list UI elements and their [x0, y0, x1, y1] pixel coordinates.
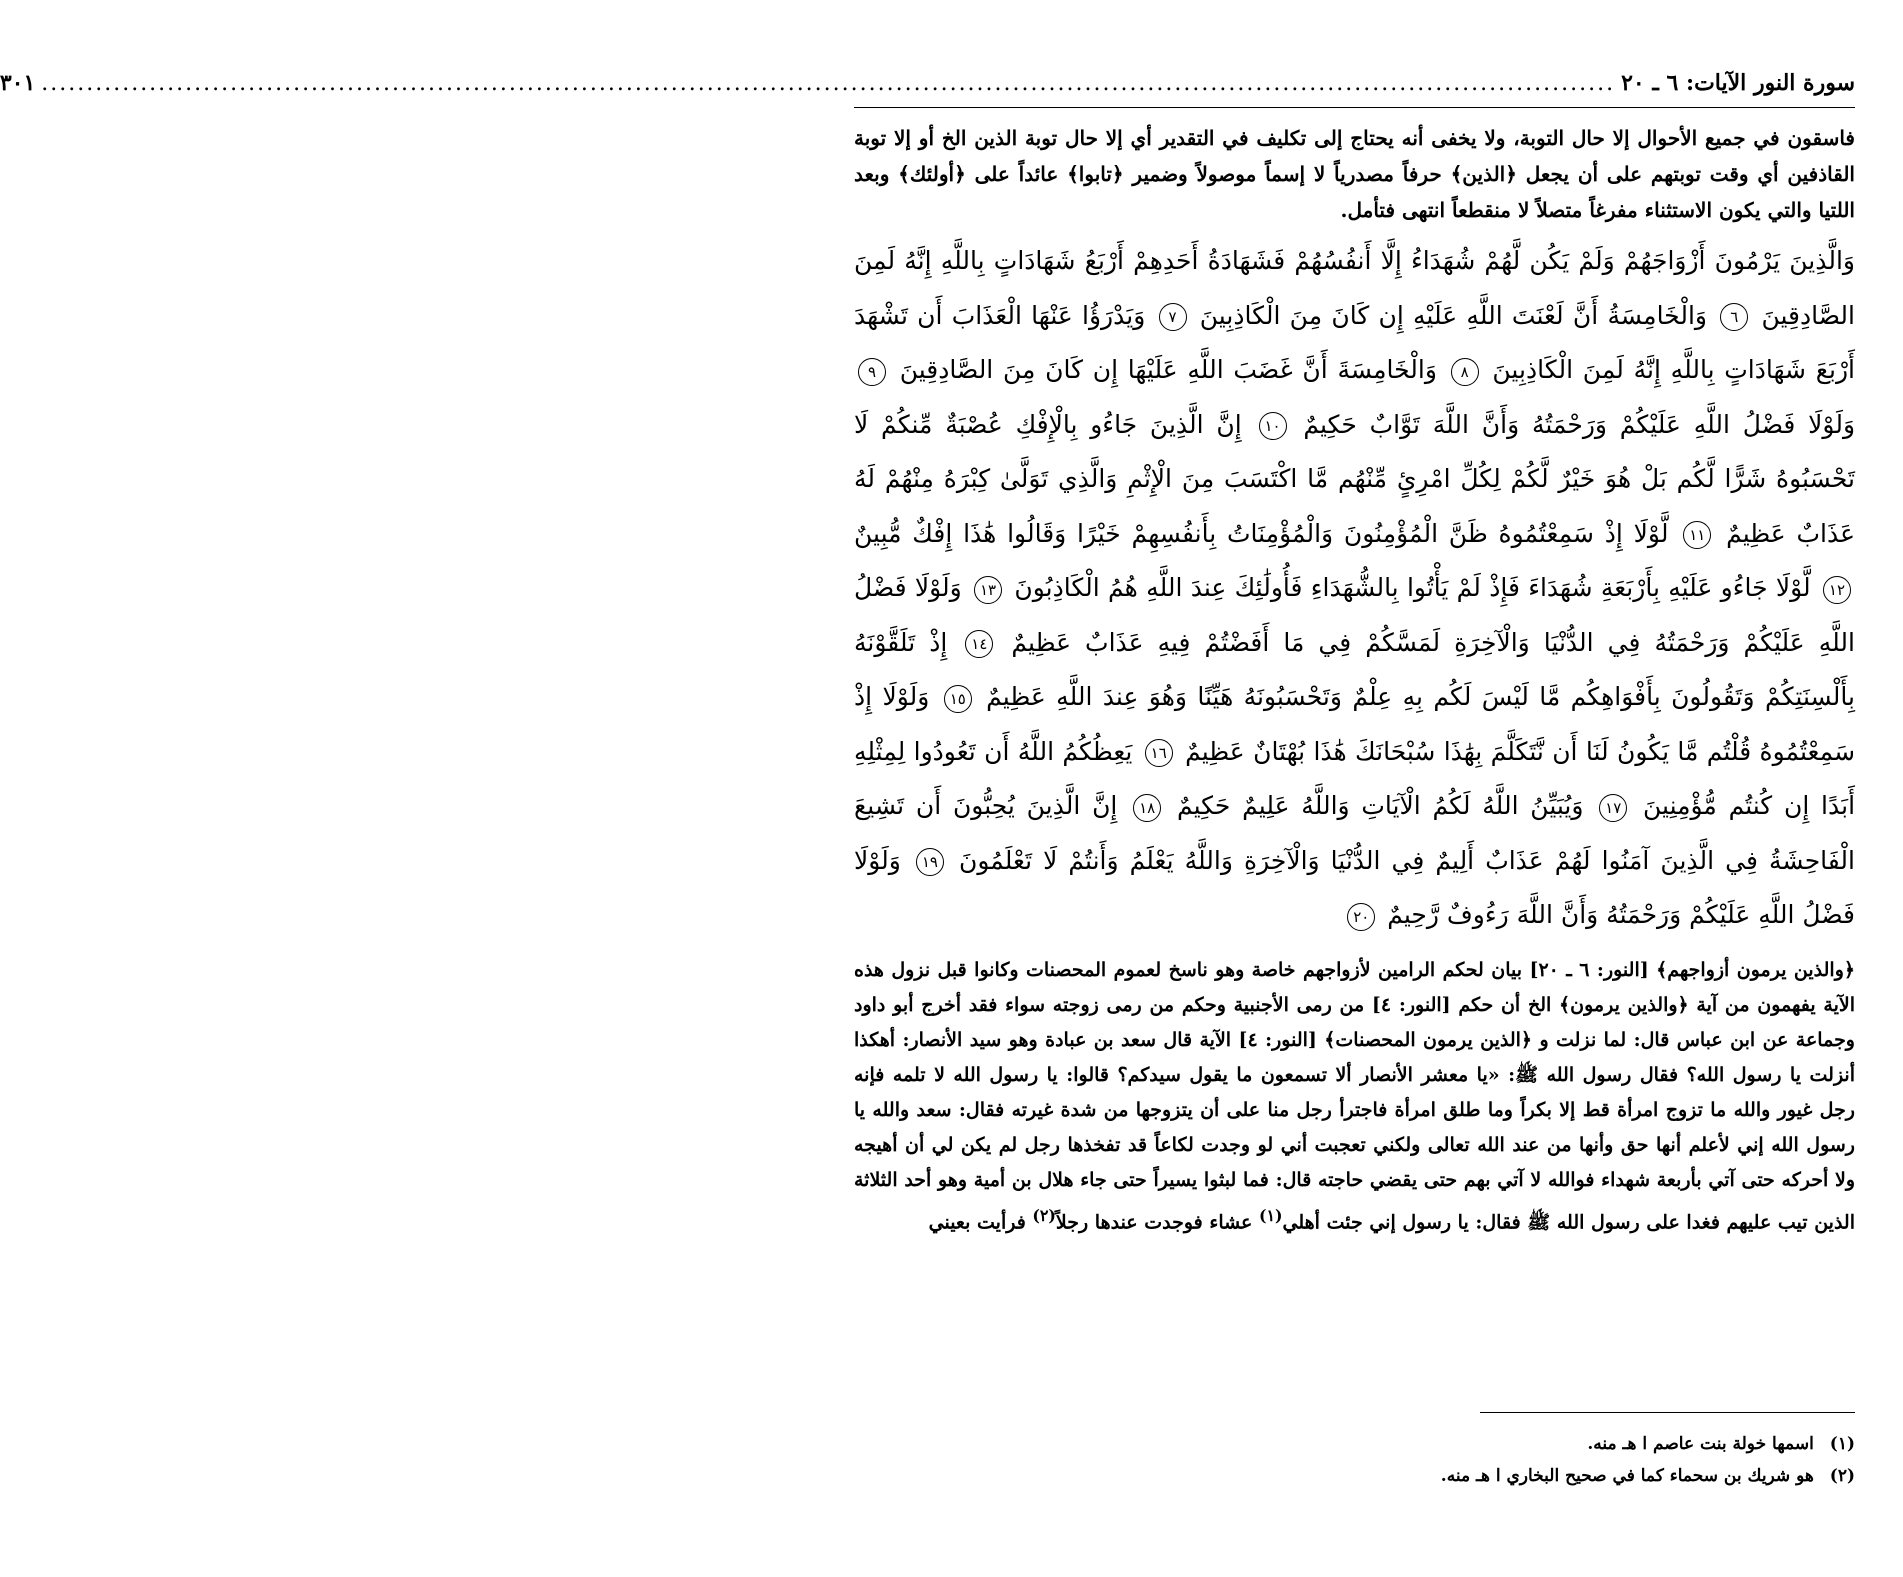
verse-number-marker: ١٢ [1823, 576, 1851, 604]
verse-number-marker: ٦ [1720, 303, 1748, 331]
footnote-item [854, 1428, 1855, 1460]
verse-text: إِذْ تَلَقَّوْنَهُ بِأَلْسِنَتِكُمْ وَتَقُولُونَ بِأَفْوَاهِكُم مَّا لَيْسَ لَكُم بِهِ عِلْمٌ وَتَحْسَبُونَهُ هَيِّنًا وَهُوَ عِندَ اللَّهِ عَظِيمٌ [854, 627, 1855, 711]
verse-text: وَلَوْلَا فَضْلُ اللَّهِ عَلَيْكُمْ وَرَحْمَتُهُ وَأَنَّ اللَّهَ تَوَّابٌ حَكِيمٌ [1303, 409, 1856, 439]
verse-number-marker: ١٠ [1259, 412, 1287, 440]
commentary-paragraph [854, 953, 1855, 1240]
verse-number-marker: ١٧ [1599, 794, 1627, 822]
verse-number-marker: ١٩ [916, 848, 944, 876]
quran-verses-block [854, 234, 1855, 943]
commentary-text: ﴿والذين يرمون أزواجهم﴾ [النور: ٦ ـ ٢٠] بيان لحكم الرامين لأزواجهم خاصة وهو ناسخ لعموم المحصنات وكانوا قبل نزول هذه الآية يفهمون من آية ﴿والذين يرمون﴾ الخ أن حكم [النور: ٤] من رمى الأجنبية وحكم من رمى زوجته سواء فقد أخرج أبو داود وجماعة عن ابن عباس قال: لما نزلت و ﴿الذين يرمون المحصنات﴾ [النور: ٤] الآية قال سعد بن عبادة وهو سيد الأنصار: أهكذا أنزلت يا رسول الله؟ فقال رسول الله ﷺ: «يا معشر الأنصار ألا تسمعون ما يقول سيدكم؟ قالوا: يا رسول الله لا تلمه فإنه رجل غيور والله ما تزوج امرأة قط إلا بكراً وما طلق امرأة فاجترأ رجل منا على أن يتزوجها من شدة غيرته فقال: سعد والله يا رسول الله إني لأعلم أنها حق وأنها من عند الله تعالى ولكني تعجبت أني لو وجدت لكاعاً قد تفخذها رجل لم يكن لي أن أهيجه ولا أحركه حتى آتي بأربعة شهداء فوالله لا آتي بهم حتى يقضي حاجته قال: فما لبثوا يسيراً حتى جاء هلال بن أمية وهو أحد الثلاثة الذين تيب عليهم فغدا على رسول الله ﷺ فقال: يا رسول إني جئت أهلي [854, 958, 1856, 1233]
verse-number-marker: ١١ [1683, 521, 1711, 549]
verse-number-marker: ١٣ [974, 576, 1002, 604]
verse-text: وَالَّذِينَ يَرْمُونَ أَزْوَاجَهُمْ وَلَمْ يَكُن لَّهُمْ شُهَدَاءُ إِلَّا أَنفُسُهُمْ فَشَهَادَةُ أَحَدِهِمْ أَرْبَعُ شَهَادَاتٍ بِاللَّهِ إِنَّهُ لَمِنَ الصَّادِقِينَ [854, 246, 1855, 330]
verse-number-marker: ١٤ [965, 630, 993, 658]
verse-text: لَّوْلَا جَاءُو عَلَيْهِ بِأَرْبَعَةِ شُهَدَاءَ فَإِذْ لَمْ يَأْتُوا بِالشُّهَدَاءِ فَأُولَٰئِكَ عِندَ اللَّهِ هُمُ الْكَاذِبُونَ [1014, 573, 1811, 602]
footnote-item [854, 1460, 1855, 1492]
verse-text: وَالْخَامِسَةَ أَنَّ غَضَبَ اللَّهِ عَلَيْهَا إِن كَانَ مِنَ الصَّادِقِينَ [899, 355, 1437, 384]
verse-text: وَيَدْرَؤُا عَنْهَا الْعَذَابَ أَن تَشْهَدَ أَرْبَعَ شَهَادَاتٍ بِاللَّهِ إِنَّهُ لَمِنَ الْكَاذِبِينَ [854, 300, 1855, 384]
header-rule [854, 107, 1855, 108]
verse-number-marker: ٨ [1451, 358, 1479, 386]
header-title: سورة النور الآيات: ٦ ـ ٢٠ [1621, 70, 1855, 96]
verse-number-marker: ٢٠ [1347, 903, 1375, 931]
running-header [0, 66, 1855, 101]
header-leader-dots: ............................................................................................................................................................................... [41, 71, 1616, 96]
footnote-number: (١) [1829, 1434, 1855, 1454]
verse-text: لَّوْلَا إِذْ سَمِعْتُمُوهُ ظَنَّ الْمُؤْمِنُونَ وَالْمُؤْمِنَاتُ بِأَنفُسِهِمْ خَيْرًا وَقَالُوا هَٰذَا إِفْكٌ مُّبِينٌ [854, 518, 1669, 548]
footnotes [854, 1428, 1855, 1492]
verse-number-marker: ١٥ [944, 685, 972, 713]
footnote-ref-2: (٢) [1032, 1205, 1056, 1225]
verse-text: وَلَوْلَا فَضْلُ اللَّهِ عَلَيْكُمْ وَرَحْمَتُهُ وَأَنَّ اللَّهَ رَءُوفٌ رَّحِيمٌ [854, 845, 1855, 929]
verse-number-marker: ١٨ [1133, 794, 1161, 822]
verse-text: وَالْخَامِسَةُ أَنَّ لَعْنَتَ اللَّهِ عَلَيْهِ إِن كَانَ مِنَ الْكَاذِبِينَ [1199, 300, 1707, 330]
verse-number-marker: ٧ [1159, 303, 1187, 331]
footnote-rule [1480, 1412, 1855, 1413]
page-number: ٣٠١ [0, 70, 36, 96]
footnote-number: (٢) [1829, 1466, 1855, 1486]
footnote-text: هو شريك بن سحماء كما في صحيح البخاري ا هـ منه. [1440, 1466, 1814, 1486]
footnote-ref-1: (١) [1259, 1205, 1283, 1225]
commentary-text-mid: عشاء فوجدت عندها رجلاً [1055, 1210, 1260, 1233]
verse-text: وَيُبَيِّنُ اللَّهُ لَكُمُ الْآيَاتِ وَاللَّهُ عَلِيمٌ حَكِيمٌ [1176, 791, 1584, 820]
footnote-text: اسمها خولة بنت عاصم ا هـ منه. [1587, 1434, 1814, 1454]
commentary-text-end: فرأيت بعيني [928, 1210, 1033, 1233]
verse-text: إِنَّ الَّذِينَ جَاءُو بِالْإِفْكِ عُصْبَةٌ مِّنكُمْ لَا تَحْسَبُوهُ شَرًّا لَّكُم بَلْ هُوَ خَيْرٌ لَّكُمْ لِكُلِّ امْرِئٍ مِّنْهُم مَّا اكْتَسَبَ مِنَ الْإِثْمِ وَالَّذِي تَوَلَّىٰ كِبْرَهُ مِنْهُمْ لَهُ عَذَابٌ عَظِيمٌ [854, 409, 1855, 548]
verse-text: وَلَوْلَا فَضْلُ اللَّهِ عَلَيْكُمْ وَرَحْمَتُهُ فِي الدُّنْيَا وَالْآخِرَةِ لَمَسَّكُمْ فِي مَا أَفَضْتُمْ فِيهِ عَذَابٌ عَظِيمٌ [854, 573, 1855, 657]
intro-paragraph: فاسقون في جميع الأحوال إلا حال التوبة، ولا يخفى أنه يحتاج إلى تكليف في التقدير أي إلا حال توبة الذين الخ أو إلا توبة القاذفين أي وقت توبتهم على أن يجعل ﴿الذين﴾ حرفاً مصدرياً لا إسماً موصولاً وضمير ﴿تابوا﴾ عائداً على ﴿أولئك﴾ وبعد اللتيا والتي يكون الاستثناء مفرغاً متصلاً لا منقطعاً انتهى فتأمل. [854, 126, 1855, 222]
verse-number-marker: ١٦ [1145, 739, 1173, 767]
verse-text: إِنَّ الَّذِينَ يُحِبُّونَ أَن تَشِيعَ الْفَاحِشَةُ فِي الَّذِينَ آمَنُوا لَهُمْ عَذَابٌ أَلِيمٌ فِي الدُّنْيَا وَالْآخِرَةِ وَاللَّهُ يَعْلَمُ وَأَنتُمْ لَا تَعْلَمُونَ [854, 791, 1855, 875]
verse-number-marker: ٩ [858, 358, 886, 386]
verse-text: يَعِظُكُمُ اللَّهُ أَن تَعُودُوا لِمِثْلِهِ أَبَدًا إِن كُنتُم مُّؤْمِنِينَ [854, 736, 1856, 820]
verse-text: وَلَوْلَا إِذْ سَمِعْتُمُوهُ قُلْتُم مَّا يَكُونُ لَنَا أَن نَّتَكَلَّمَ بِهَٰذَا سُبْحَانَكَ هَٰذَا بُهْتَانٌ عَظِيمٌ [854, 682, 1856, 766]
